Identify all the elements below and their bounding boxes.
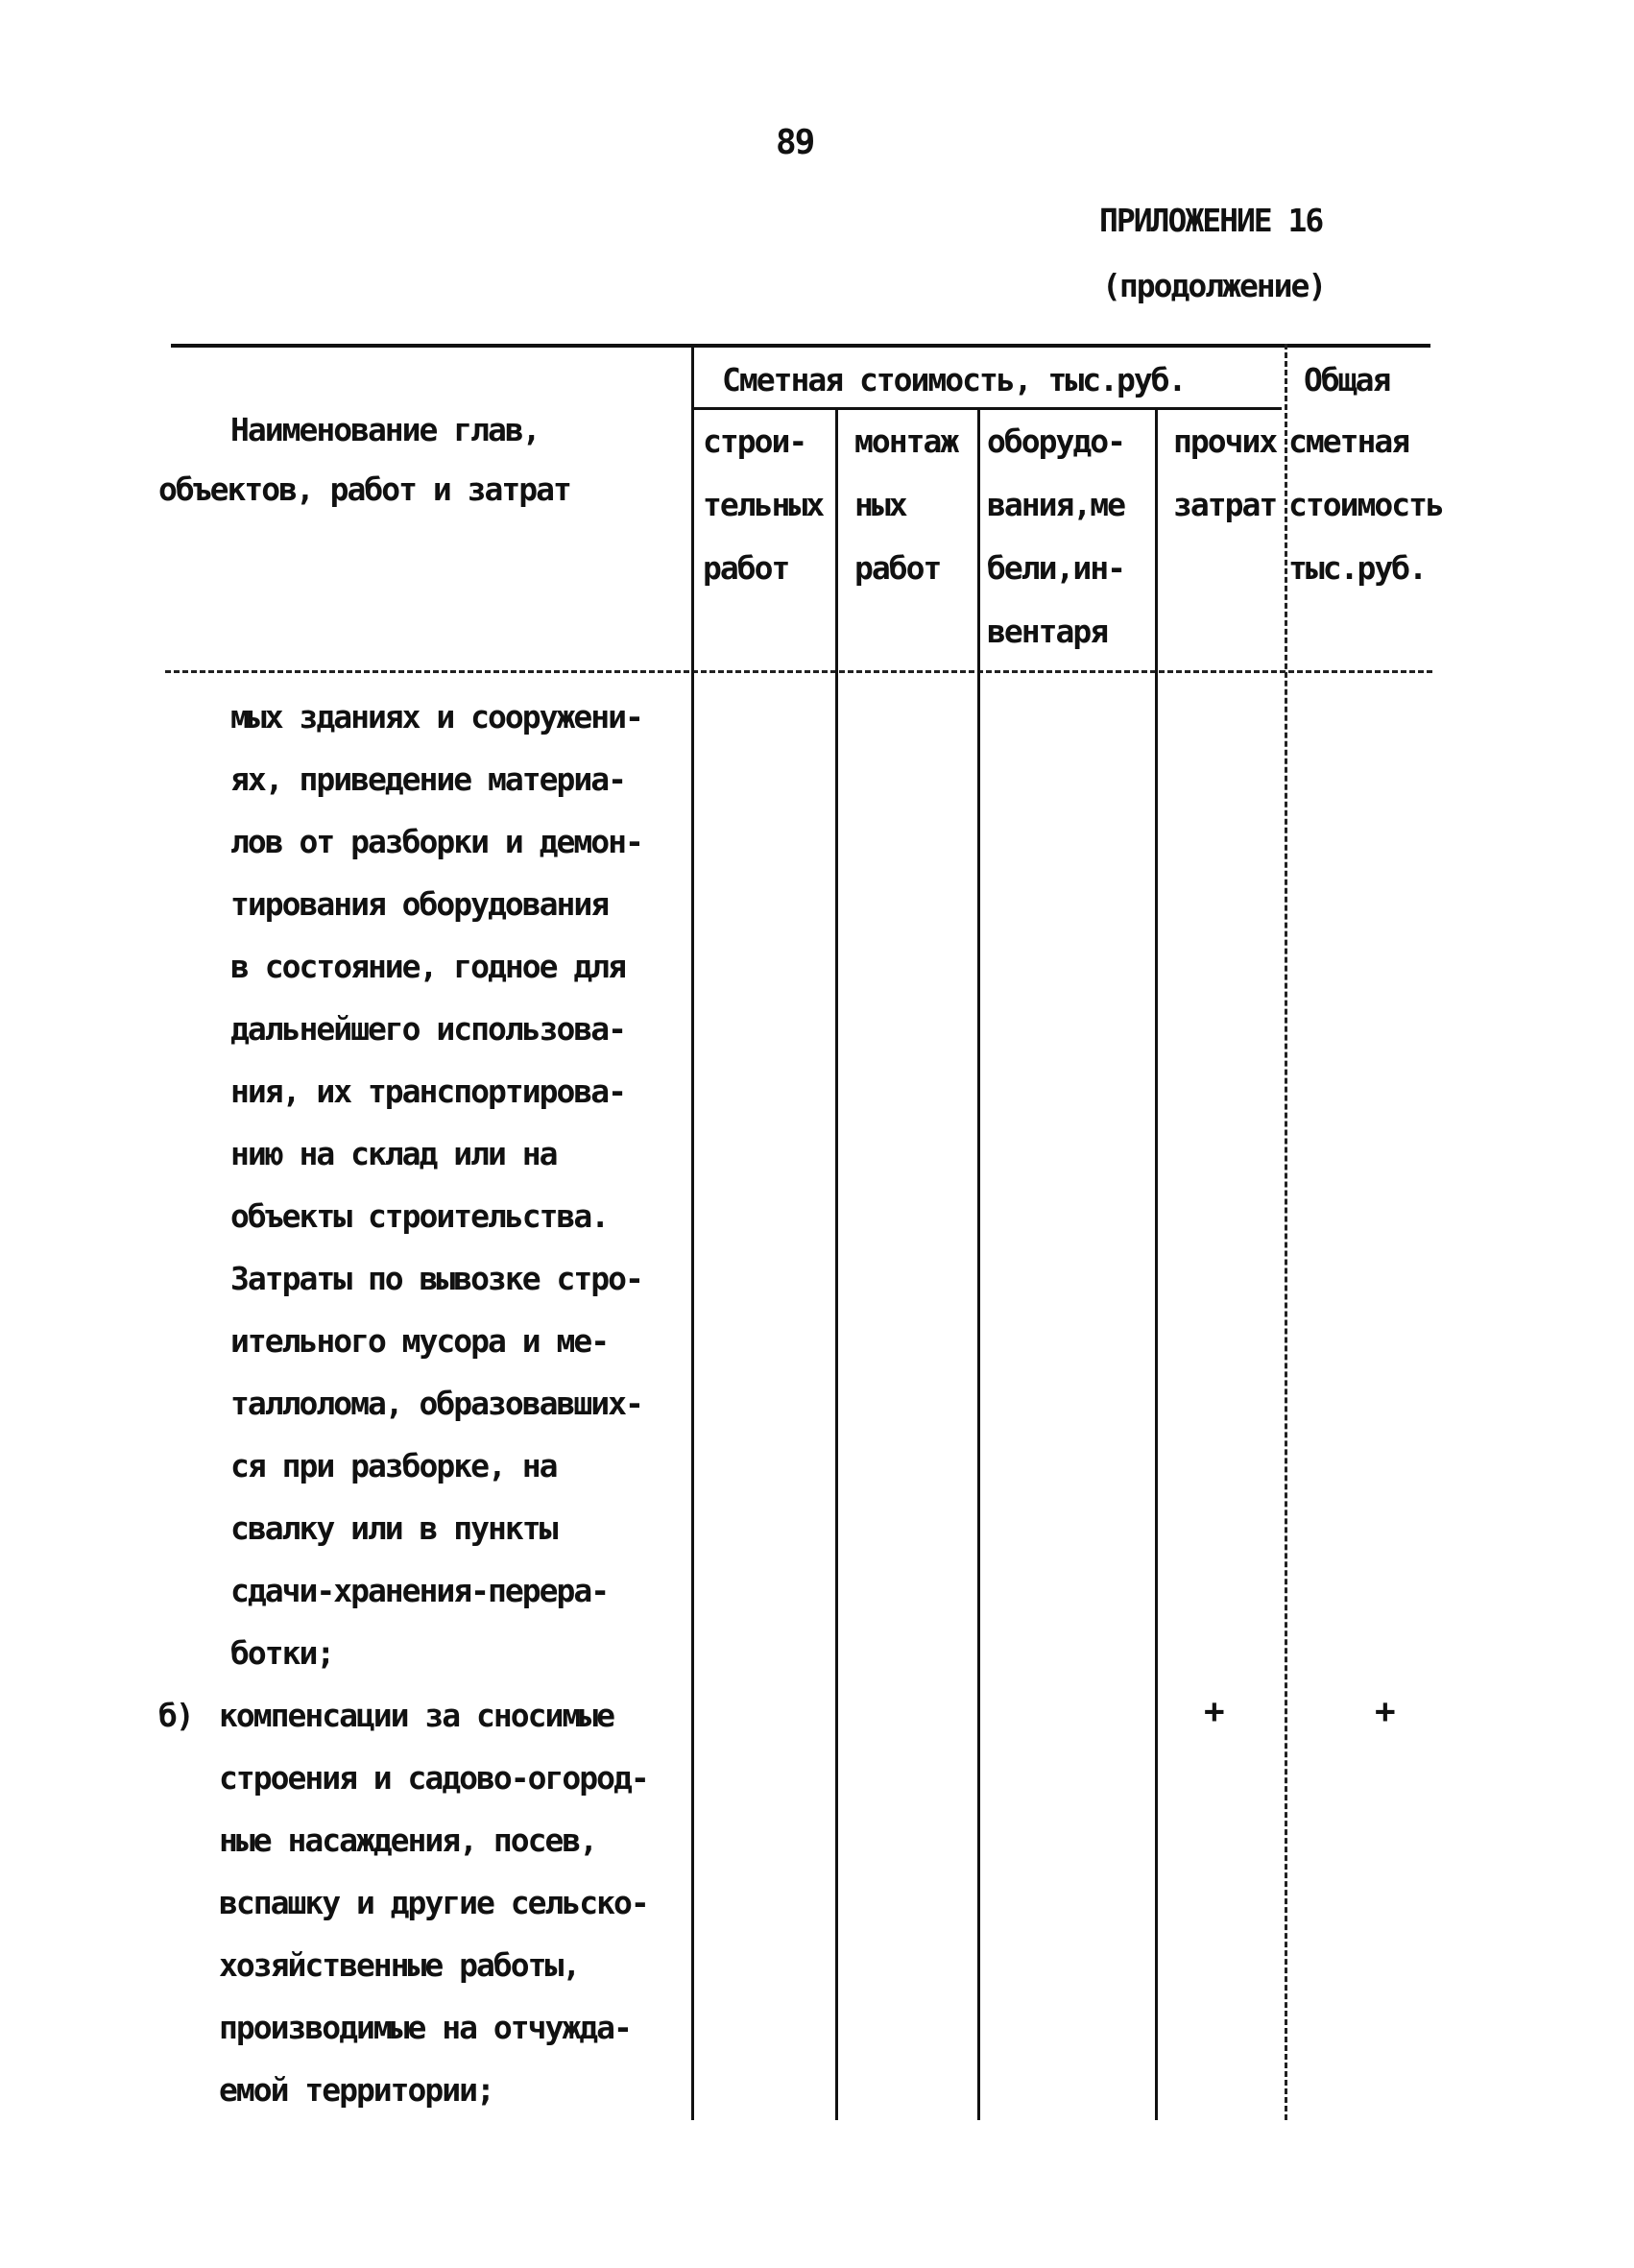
row-a-line: Затраты по вывозке стро-	[230, 1260, 642, 1297]
appendix-title: ПРИЛОЖЕНИЕ 16	[1099, 202, 1323, 239]
row-b-total-mark: +	[1375, 1692, 1394, 1731]
table-top-rule	[171, 344, 1430, 348]
column-divider-4	[1155, 409, 1158, 2120]
column-divider-1	[691, 344, 694, 2120]
col1-header-line-3: работ	[703, 549, 789, 587]
row-a-line: лов от разборки и демон-	[230, 823, 642, 860]
page-number: 89	[776, 123, 814, 162]
header-bottom-rule	[165, 670, 1432, 673]
row-a-line: таллолома, образовавших-	[230, 1385, 642, 1422]
row-a-line: в состояние, годное для	[230, 948, 625, 985]
row-a-line: объекты строительства.	[230, 1197, 609, 1235]
col2-header-line-2: ных	[854, 486, 906, 523]
col5-header-line-3: стоимость	[1288, 486, 1443, 523]
row-b-text	[219, 1684, 648, 2121]
row-b-marker: б)	[158, 1697, 193, 1734]
row-a-line: ботки;	[230, 1634, 334, 1672]
col3-header-line-4: вентаря	[987, 613, 1108, 650]
col1-header-line-1: строи-	[703, 422, 806, 460]
col3-header-line-1: оборудо-	[987, 422, 1124, 460]
row-a-text	[230, 686, 642, 1684]
row-b-line: емой территории;	[219, 2071, 493, 2109]
col2-header-line-1: монтаж	[854, 422, 958, 460]
row-a-line: ях, приведение материа-	[230, 760, 625, 798]
col3-header-line-3: бели,ин-	[987, 549, 1124, 587]
column-divider-2	[835, 409, 838, 2120]
col2-header-line-3: работ	[854, 549, 941, 587]
col4-header-line-1: прочих	[1173, 422, 1277, 460]
row-b-line: вспашку и другие сельско-	[219, 1884, 648, 1921]
col1-header-line-2: тельных	[703, 486, 824, 523]
row-a-line: ния, их транспортирова-	[230, 1073, 625, 1110]
row-a-line: нию на склад или на	[230, 1135, 557, 1172]
col4-header-line-2: затрат	[1173, 486, 1277, 523]
row-b-line: производимые на отчужда-	[219, 2009, 631, 2046]
col3-header-line-2: вания,ме	[987, 486, 1124, 523]
row-a-line: мых зданиях и сооружени-	[230, 698, 642, 736]
row-b-line: строения и садово-огород-	[219, 1759, 648, 1797]
row-a-line: тирования оборудования	[230, 885, 609, 923]
row-b-other-costs-mark: +	[1204, 1692, 1223, 1731]
column-divider-3	[977, 409, 980, 2120]
row-b-line: хозяйственные работы,	[219, 1946, 580, 1984]
row-b-line: ные насаждения, посев,	[219, 1822, 597, 1859]
row-a-line: ительного мусора и ме-	[230, 1322, 609, 1360]
group-header-rule	[691, 407, 1282, 410]
col0-header-line-2: объектов, работ и затрат	[158, 470, 570, 508]
col5-header-line-2: сметная	[1288, 422, 1409, 460]
column-divider-5	[1285, 344, 1287, 2120]
row-a-line: дальнейшего использова-	[230, 1010, 625, 1048]
row-a-line: сдачи-хранения-перера-	[230, 1572, 609, 1609]
col0-header-line-1: Наименование глав,	[230, 411, 540, 448]
group-header: Сметная стоимость, тыс.руб.	[722, 361, 1186, 398]
row-a-line: свалку или в пункты	[230, 1509, 557, 1547]
col5-header-line-1: Общая	[1304, 361, 1390, 398]
appendix-subtitle: (продолжение)	[1102, 267, 1326, 304]
row-b-line: компенсации за сносимые	[219, 1697, 613, 1734]
row-a-line: ся при разборке, на	[230, 1447, 557, 1484]
col5-header-line-4: тыс.руб.	[1288, 549, 1426, 587]
